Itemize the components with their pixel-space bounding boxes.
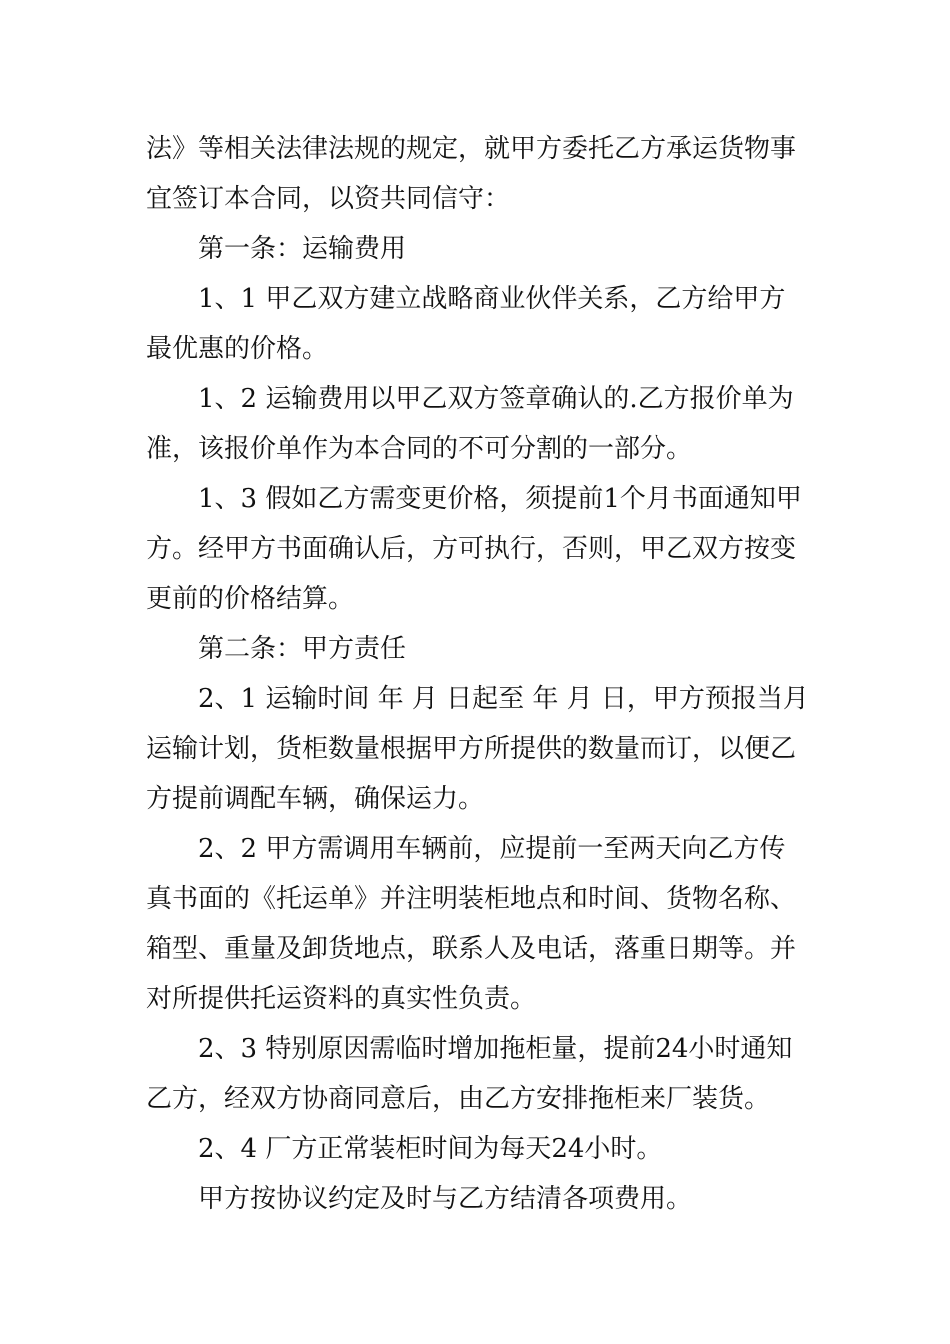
clause-2-4: 2、4 厂方正常装柜时间为每天24小时。 [198,1134,663,1164]
clause-1-1: 1、1 甲乙双方建立战略商业伙伴关系，乙方给甲方最优惠的价格。 [146,284,786,364]
heading-article-1: 第一条：运输费用 [198,234,407,264]
clause-2-2: 2、2 甲方需调用车辆前，应提前一至两天向乙方传真书面的《托运单》并注明装柜地点和时间、货物名称、箱型、重量及卸货地点，联系人及电话，落重日期等。并对所提供托运资料的真实性负责。 [146,834,797,1014]
clause-1-3: 1、3 假如乙方需变更价格，须提前1个月书面通知甲方。经甲方书面确认后，方可执行，否则，甲乙双方按变更前的价格结算。 [146,484,802,614]
paragraph-settlement: 甲方按协议约定及时与乙方结清各项费用。 [198,1184,693,1214]
heading-article-2: 第二条：甲方责任 [198,634,407,664]
clause-2-3: 2、3 特别原因需临时增加拖柜量，提前24小时通知乙方，经双方协商同意后，由乙方安排拖柜来厂装货。 [146,1034,793,1114]
clause-1-2: 1、2 运输费用以甲乙双方签章确认的.乙方报价单为准，该报价单作为本合同的不可分割的一部分。 [146,384,794,464]
clause-2-1: 2、1 运输时间 年 月 日起至 年 月 日，甲方预报当月运输计划，货柜数量根据甲方所提供的数量而订，以便乙方提前调配车辆，确保运力。 [146,684,809,814]
paragraph-intro: 法》等相关法律法规的规定，就甲方委托乙方承运货物事宜签订本合同，以资共同信守： [146,134,797,214]
contract-body [146,124,810,1224]
